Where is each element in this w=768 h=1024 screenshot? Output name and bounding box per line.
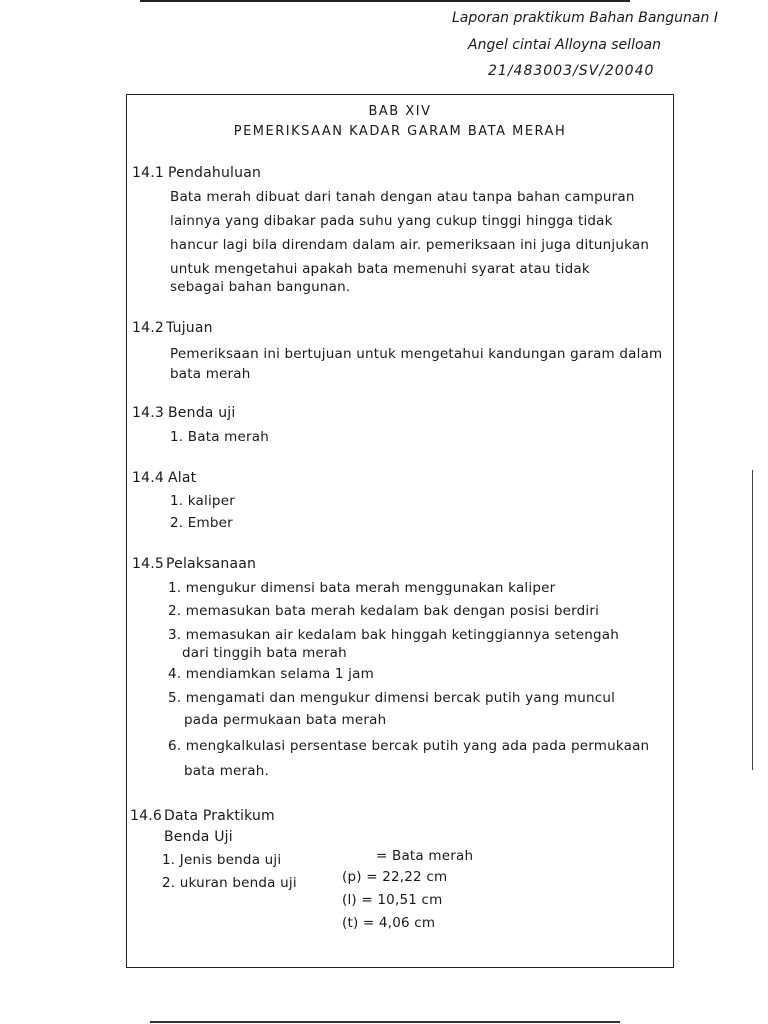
dimension-value: (l) = 10,51 cm bbox=[342, 892, 443, 908]
intro-line: untuk mengetahui apakah bata memenuhi syarat atau tidak bbox=[170, 261, 590, 277]
header-student-id: 21/483003/SV/20040 bbox=[488, 63, 655, 79]
section-number-tools: 14.4 bbox=[132, 470, 164, 486]
data-subheading: Benda Uji bbox=[164, 829, 233, 845]
procedure-step: 2. memasukan bata merah kedalam bak dengan posisi berdiri bbox=[168, 603, 600, 619]
goal-line: Pemeriksaan ini bertujuan untuk mengetahui kandungan garam dalam bbox=[170, 346, 663, 362]
scan-edge-mark bbox=[752, 470, 753, 770]
section-heading-procedure: Pelaksanaan bbox=[166, 556, 257, 572]
data-row-value: = Bata merah bbox=[376, 848, 474, 864]
procedure-step-continued: pada permukaan bata merah bbox=[184, 712, 387, 728]
procedure-step: 6. mengkalkulasi persentase bercak putih yang ada pada permukaan bbox=[168, 738, 650, 754]
procedure-step: 3. memasukan air kedalam bak hinggah ketinggiannya setengah bbox=[168, 627, 619, 643]
top-rule bbox=[140, 0, 630, 2]
goal-line: bata merah bbox=[170, 366, 251, 382]
data-row-label: 2. ukuran benda uji bbox=[162, 875, 297, 891]
chapter-number: BAB XIV bbox=[368, 104, 432, 119]
procedure-step-continued: dari tinggih bata merah bbox=[182, 645, 347, 661]
header-report-title: Laporan praktikum Bahan Bangunan I bbox=[452, 10, 718, 26]
section-heading-data: Data Praktikum bbox=[164, 808, 275, 824]
header-student-name: Angel cintai Alloyna selloan bbox=[468, 37, 661, 53]
section-number-procedure: 14.5 bbox=[132, 556, 164, 572]
dimension-value: (t) = 4,06 cm bbox=[342, 915, 436, 931]
chapter-title: PEMERIKSAAN KADAR GARAM BATA MERAH bbox=[233, 124, 567, 139]
procedure-step: 4. mendiamkan selama 1 jam bbox=[168, 666, 374, 682]
dimension-value: (p) = 22,22 cm bbox=[342, 869, 448, 885]
specimen-item: 1. Bata merah bbox=[170, 429, 269, 445]
tools-item: 1. kaliper bbox=[170, 493, 235, 509]
bottom-rule bbox=[150, 1021, 620, 1023]
intro-line: Bata merah dibuat dari tanah dengan atau tanpa bahan campuran bbox=[170, 189, 635, 205]
section-heading-goal: Tujuan bbox=[166, 320, 213, 336]
data-row-label: 1. Jenis benda uji bbox=[162, 852, 282, 868]
procedure-step: 1. mengukur dimensi bata merah menggunakan kaliper bbox=[168, 580, 556, 596]
section-heading-specimen: Benda uji bbox=[168, 405, 236, 421]
section-heading-intro: Pendahuluan bbox=[168, 165, 262, 181]
section-number-goal: 14.2 bbox=[132, 320, 164, 336]
section-number-specimen: 14.3 bbox=[132, 405, 164, 421]
procedure-step-continued: bata merah. bbox=[184, 763, 270, 779]
section-heading-tools: Alat bbox=[168, 470, 197, 486]
intro-line: hancur lagi bila direndam dalam air. pemeriksaan ini juga ditunjukan bbox=[170, 237, 650, 253]
tools-item: 2. Ember bbox=[170, 515, 233, 531]
procedure-step: 5. mengamati dan mengukur dimensi bercak putih yang muncul bbox=[168, 690, 616, 706]
section-number-data: 14.6 bbox=[130, 808, 162, 824]
intro-line: sebagai bahan bangunan. bbox=[170, 279, 351, 295]
section-number-intro: 14.1 bbox=[132, 165, 164, 181]
intro-line: lainnya yang dibakar pada suhu yang cukup tinggi hingga tidak bbox=[170, 213, 613, 229]
